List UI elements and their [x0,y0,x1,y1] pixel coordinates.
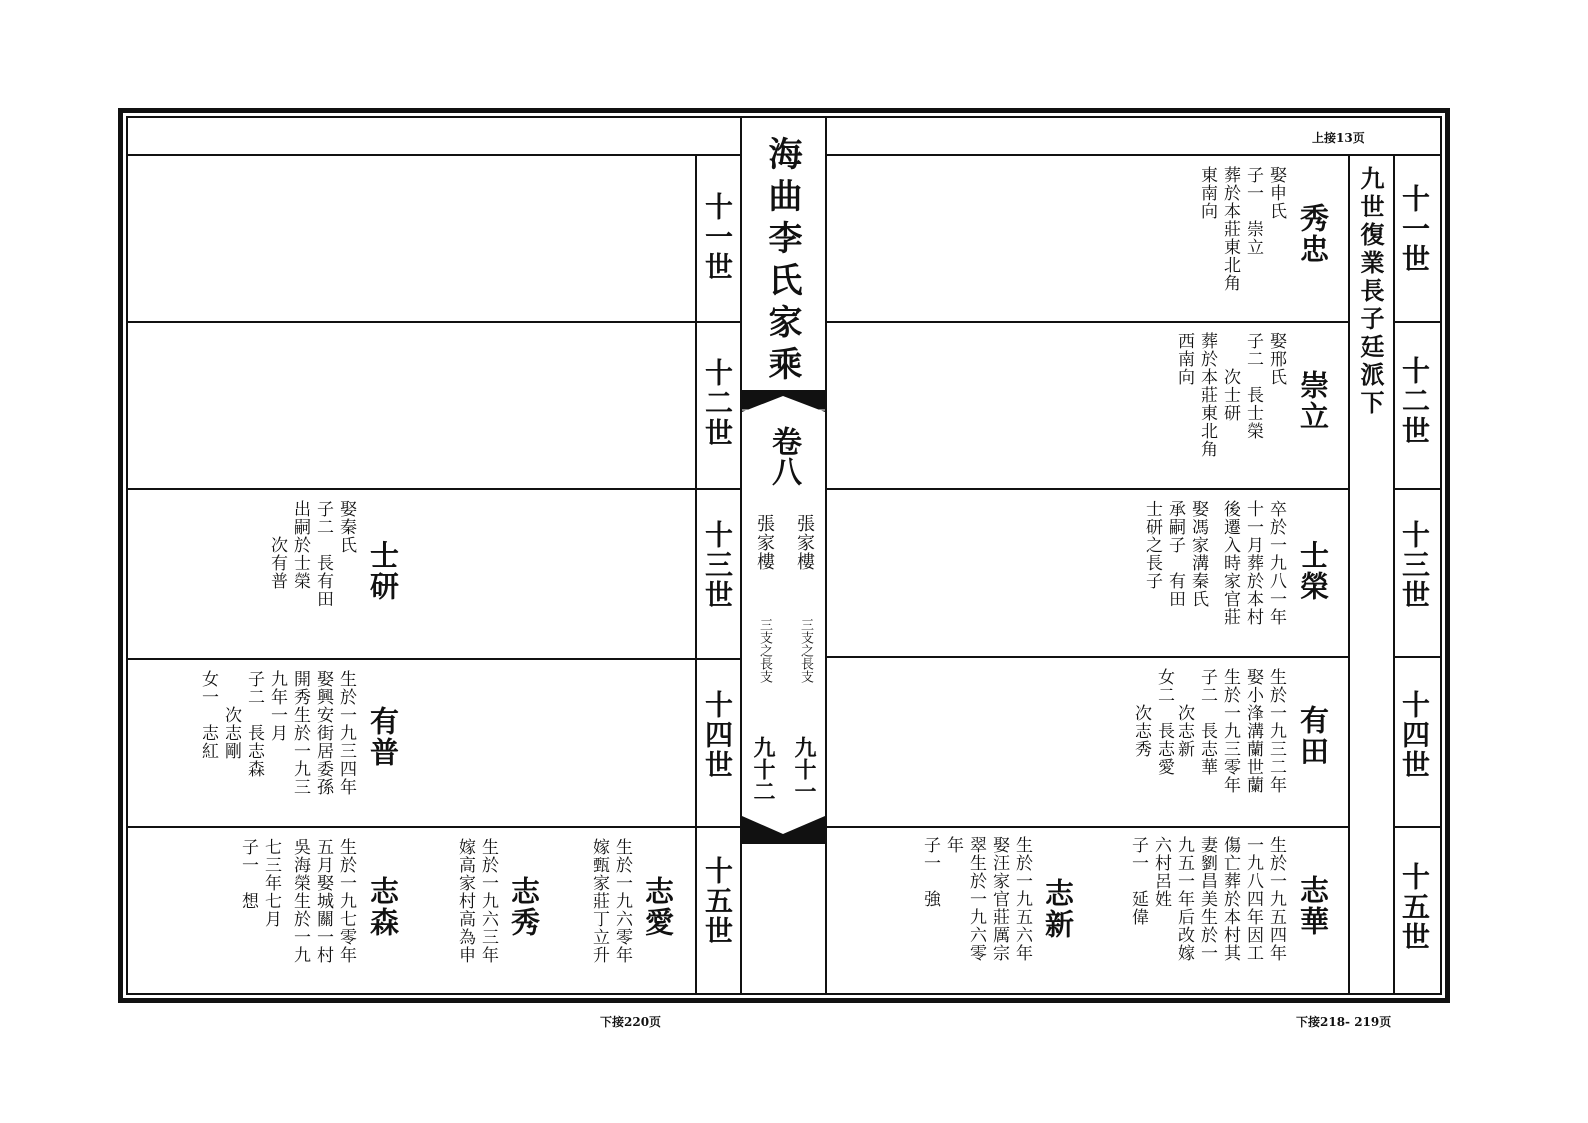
footer-right-continuation: 下接218- 219页 [1296,1015,1392,1029]
entry-text: 葬於本莊東北角 [1220,166,1240,292]
row-rule [128,658,740,660]
person-name: 志森 [366,876,400,938]
entry-text: 生於一九六零年 [612,838,632,964]
generation-label: 十三世 [1398,520,1431,610]
entry-text: 妻劉昌美生於一 [1197,836,1217,962]
spine-right-page-number: 九十一 [791,736,817,802]
row-rule [1393,321,1440,323]
entry-text: 嫁甄家莊丁立升 [589,838,609,964]
entry-text: 娶興安街居委孫 [313,670,333,796]
gen-column-rule [695,154,697,994]
entry-text: 卒於一九八一年 [1266,500,1286,626]
spine-right-branch: 三支之長支 [798,618,813,683]
entry-text: 開秀生於一九三 [290,670,310,796]
entry-text: 九年一月 [267,670,287,742]
entry-text: 次有普 [267,500,287,590]
person-name: 志華 [1296,875,1330,937]
entry-text: 子二 長有田 [313,500,333,608]
spine-right-rule [825,118,827,994]
row-rule [1393,656,1440,658]
generation-label: 十四世 [701,690,734,780]
entry-text: 九五一年后改嫁 [1174,836,1194,962]
row-rule [827,321,1348,323]
branch-column-rule [1348,154,1350,994]
entry-text: 傷亡葬於本村其 [1220,836,1240,962]
branch-title: 九世復業長子廷派下 [1356,166,1385,418]
generation-label: 十一世 [701,192,734,282]
entry-text: 生於一九六三年 [478,838,498,964]
generation-label: 十二世 [1398,356,1431,446]
generation-label: 十一世 [1398,184,1431,274]
entry-text: 子一 想 [238,838,258,910]
entry-text: 東南向 [1197,166,1217,220]
generation-label: 十三世 [701,520,734,610]
entry-text: 士研之長子 [1142,500,1162,590]
entry-text: 次士研 [1220,332,1240,422]
person-name: 志愛 [641,876,675,938]
generation-label: 十五世 [1398,862,1431,952]
person-name: 有普 [366,706,400,768]
entry-text: 生於一九五六年 [1012,836,1032,962]
entry-text: 子一 延偉 [1128,836,1148,926]
entry-text: 子二 長志森 [244,670,264,778]
entry-text: 出嗣於士榮 [290,500,310,590]
row-rule [827,656,1348,658]
entry-text: 子一 強 [920,836,940,908]
generation-label: 十五世 [701,856,734,946]
entry-text: 五月娶城關一村 [313,838,333,964]
entry-text: 娶馮家溝秦氏 [1188,500,1208,608]
row-rule [1393,488,1440,490]
entry-text: 女一 志紅 [198,670,218,760]
header-continuation: 上接13页 [1312,131,1365,145]
entry-text: 生於一九五四年 [1266,836,1286,962]
entry-text: 子一 崇立 [1243,166,1263,256]
generation-label: 十四世 [1398,690,1431,780]
entry-text: 葬於本莊東北角 [1197,332,1217,458]
row-rule [827,826,1348,828]
entry-text: 七三年七月 [261,838,281,928]
entry-text: 娶汪家官莊厲宗 [989,836,1009,962]
entry-text: 年 [943,836,963,854]
person-name: 志秀 [507,876,541,938]
person-name: 士榮 [1296,540,1330,602]
book-title: 海曲李氏家乘 [762,136,802,388]
generation-label: 十二世 [701,358,734,448]
entry-text: 嫁高家村高為申 [455,838,475,964]
entry-text: 生於一九三二年 [1266,668,1286,794]
entry-text: 西南向 [1174,332,1194,386]
entry-text: 生於一九三零年 [1220,668,1240,794]
entry-text: 翠生於一九六零 [966,836,986,962]
entry-text: 十一月葬於本村 [1243,500,1263,626]
spine-left-place: 張家樓 [754,514,775,571]
entry-text: 次志剛 [221,670,241,760]
entry-text: 後遷入時家官莊 [1220,500,1240,626]
entry-text: 生於一九三四年 [336,670,356,796]
entry-text: 娶秦氏 [336,500,356,554]
footer-left-continuation: 下接220页 [600,1015,662,1029]
volume-label: 卷八 [766,426,801,486]
row-rule [827,488,1348,490]
person-name: 秀忠 [1296,203,1330,265]
entry-text: 六村呂姓 [1151,836,1171,908]
entry-text: 生於一九七零年 [336,838,356,964]
entry-text: 女二 長志愛 [1154,668,1174,776]
entry-text: 吳海榮生於一九 [290,838,310,964]
entry-text: 子二 長士榮 [1243,332,1263,440]
person-name: 志新 [1041,878,1075,940]
row-rule [128,321,740,323]
row-rule [128,488,740,490]
gen-column-rule [1393,154,1395,994]
entry-text: 承嗣子 有田 [1165,500,1185,608]
entry-text: 一九八四年因工 [1243,836,1263,962]
entry-text: 娶申氏 [1266,166,1286,220]
entry-text: 娶小浲溝蘭世蘭 [1243,668,1263,794]
person-name: 有田 [1296,705,1330,767]
entry-text: 子二 長志華 [1197,668,1217,776]
spine-right-place: 張家樓 [794,514,815,571]
spine-left-page-number: 九十二 [750,736,776,802]
entry-text: 次志新 [1174,668,1194,758]
row-rule [128,826,740,828]
person-name: 士研 [366,540,400,602]
entry-text: 娶邢氏 [1266,332,1286,386]
entry-text: 次志秀 [1131,668,1151,758]
spine-left-branch: 三支之長支 [757,618,772,683]
person-name: 崇立 [1296,370,1330,432]
row-rule [1393,826,1440,828]
row-rule [128,154,740,156]
